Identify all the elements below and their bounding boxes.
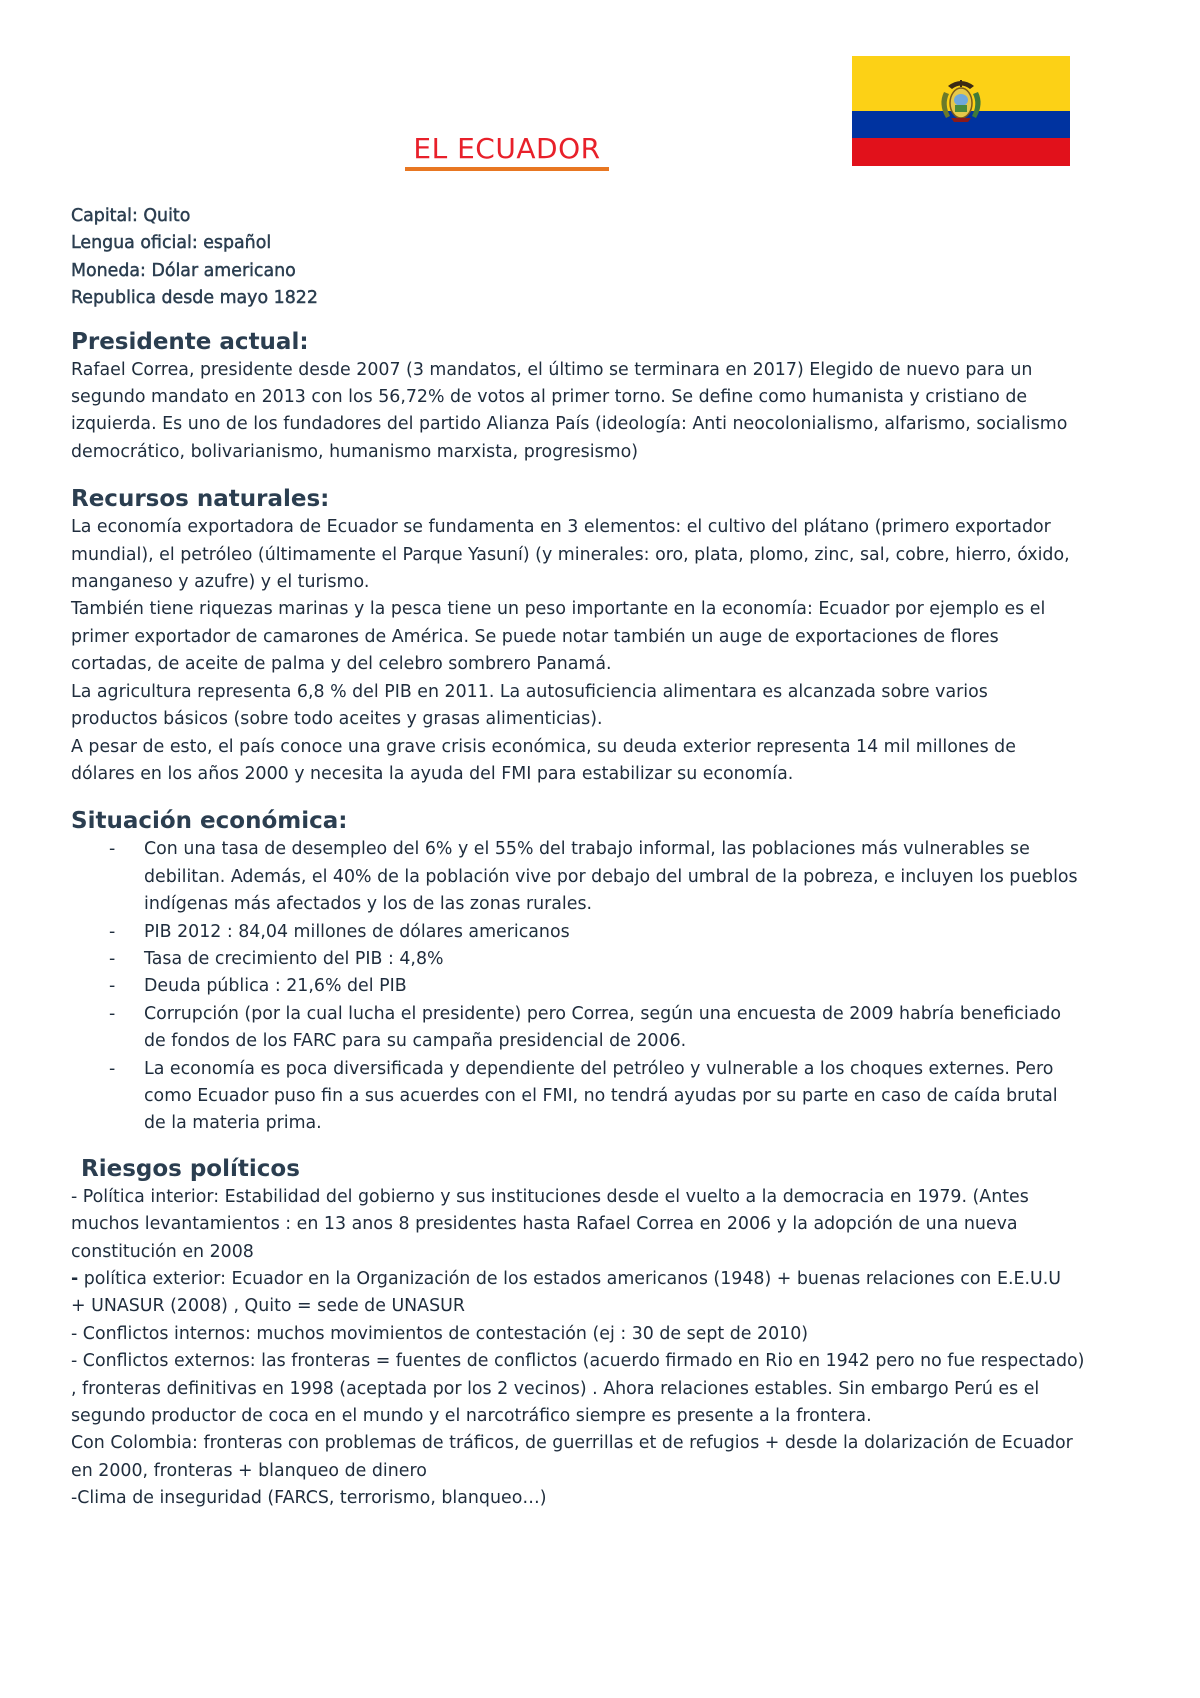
text-line: - Política interior: Estabilidad del gobierno y sus instituciones desde el vuelto a la democracia en 1979. (Antes bbox=[71, 1186, 1029, 1207]
text-line: A pesar de esto, el país conoce una grave crisis económica, su deuda exterior representa 14 mil millones de bbox=[71, 736, 1016, 757]
text-line: en 2000, fronteras + blanqueo de dinero bbox=[71, 1460, 427, 1481]
fact-language: Lengua oficial: español bbox=[71, 233, 272, 254]
text-line: manganeso y azufre) y el turismo. bbox=[71, 572, 370, 593]
text-line: -Clima de inseguridad (FARCS, terrorismo, blanqueo…) bbox=[71, 1488, 547, 1509]
list-item bbox=[71, 1001, 1141, 1056]
list-item bbox=[71, 836, 1141, 918]
presidente-text bbox=[71, 357, 1141, 467]
fact-republic: Republica desde mayo 1822 bbox=[71, 288, 318, 309]
text-line: - Conflictos externos: las fronteras = fuentes de conflictos (acuerdo firmado en Rio en 1942 pero no fue respectado) bbox=[71, 1351, 1085, 1372]
fact-capital: Capital: Quito bbox=[71, 206, 191, 226]
heading-recursos: Recursos naturales: bbox=[71, 486, 330, 513]
text-line: + UNASUR (2008) , Quito = sede de UNASUR bbox=[71, 1296, 465, 1317]
text-line: muchos levantamientos : en 13 anos 8 presidentes hasta Rafael Correa en 2006 y la adopción de una nueva bbox=[71, 1214, 1018, 1235]
list-item bbox=[71, 973, 1141, 1000]
text-line: - La economía es poca diversificada y dependiente del petróleo y vulnerable a los choques externes. Pero bbox=[144, 1058, 1054, 1079]
text-line: - Deuda pública : 21,6% del PIB bbox=[144, 976, 407, 997]
text-line: Rafael Correa, presidente desde 2007 (3 mandatos, el último se terminara en 2017) Elegido de nuevo para un bbox=[71, 359, 1033, 380]
text-line: debilitan. Además, el 40% de la población vive por debajo del umbral de la pobreza, e incluyen los pueblos bbox=[144, 866, 1078, 887]
text-line: - política exterior: Ecuador en la Organización de los estados americanos (1948) + buenas relaciones con E.E.U.U bbox=[71, 1269, 1061, 1289]
text-line: de fondos de los FARC para su campaña presidencial de 2006. bbox=[144, 1031, 687, 1052]
text-line: indígenas más afectados y los de las zonas rurales. bbox=[144, 894, 593, 915]
ecuador-flag bbox=[852, 56, 1070, 166]
list-item bbox=[71, 1056, 1141, 1138]
recursos-text bbox=[71, 514, 1141, 788]
text-line: - Con una tasa de desempleo del 6% y el 55% del trabajo informal, las poblaciones más vulnerables se bbox=[144, 839, 1030, 860]
heading-riesgos: Riesgos políticos bbox=[81, 1155, 300, 1182]
text-line: También tiene riquezas marinas y la pesca tiene un peso importante en la economía: Ecuador por ejemplo es el bbox=[71, 599, 1046, 620]
text-line: productos básicos (sobre todo aceites y grasas alimenticias). bbox=[71, 709, 603, 730]
riesgos-text bbox=[71, 1184, 1141, 1513]
text-line: - Conflictos internos: muchos movimientos de contestación (ej : 30 de sept de 2010) bbox=[71, 1323, 809, 1344]
list-item bbox=[71, 946, 1141, 973]
text-line: - Tasa de crecimiento del PIB : 4,8% bbox=[144, 948, 444, 969]
document-title: EL ECUADOR bbox=[405, 132, 608, 171]
flag-red-stripe bbox=[852, 138, 1070, 166]
text-line: como Ecuador puso fin a sus acuerdes con el FMI, no tendrá ayudas por su parte en caso de caída brutal bbox=[144, 1085, 1058, 1106]
list-item bbox=[71, 919, 1141, 946]
facts-block bbox=[71, 203, 1141, 313]
heading-situacion: Situación económica: bbox=[71, 808, 348, 835]
text-line: , fronteras definitivas en 1998 (aceptada por los 2 vecinos) . Ahora relaciones estables. Sin embargo Perú es el bbox=[71, 1378, 1040, 1399]
situacion-list bbox=[71, 836, 1141, 1137]
text-line: - Corrupción (por la cual lucha el presidente) pero Correa, según una encuesta de 2009 habría beneficiado bbox=[144, 1003, 1062, 1024]
document-content bbox=[71, 203, 1141, 1513]
text-line: mundial), el petróleo (últimamente el Parque Yasuní) (y minerales: oro, plata, plomo, zinc, sal, cobre, hierro, óxido, bbox=[71, 544, 1070, 565]
text-line: de la materia prima. bbox=[144, 1113, 322, 1134]
title-wrap bbox=[372, 132, 642, 171]
text-line: constitución en 2008 bbox=[71, 1241, 254, 1262]
text-line: Con Colombia: fronteras con problemas de tráficos, de guerrillas et de refugios + desde la dolarización de Ecuador bbox=[71, 1433, 1073, 1454]
text-line: izquierda. Es uno de los fundadores del partido Alianza País (ideología: Anti neocolonialismo, alfarismo, socialismo bbox=[71, 414, 1068, 435]
text-line: cortadas, de aceite de palma y del celebro sombrero Panamá. bbox=[71, 654, 612, 675]
text-line: segundo mandato en 2013 con los 56,72% de votos al primer torno. Se define como humanista y cristiano de bbox=[71, 387, 1028, 408]
text-line: segundo productor de coca en el mundo y el narcotráfico siempre es presente a la frontera. bbox=[71, 1406, 872, 1427]
text-line: La agricultura representa 6,8 % del PIB en 2011. La autosuficiencia alimentara es alcanzada sobre varios bbox=[71, 681, 988, 702]
text-line: dólares en los años 2000 y necesita la ayuda del FMI para estabilizar su economía. bbox=[71, 763, 794, 784]
fact-currency: Moneda: Dólar americano bbox=[71, 260, 296, 281]
text-line: La economía exportadora de Ecuador se fundamenta en 3 elementos: el cultivo del plátano (primero exportador bbox=[71, 517, 1051, 538]
text-line: - PIB 2012 : 84,04 millones de dólares americanos bbox=[144, 921, 570, 942]
heading-presidente: Presidente actual: bbox=[71, 328, 309, 355]
text-line: primer exportador de camarones de América. Se puede notar también un auge de exportaciones de flores bbox=[71, 626, 999, 647]
text-line: democrático, bolivarianismo, humanismo marxista, progresismo) bbox=[71, 441, 639, 462]
